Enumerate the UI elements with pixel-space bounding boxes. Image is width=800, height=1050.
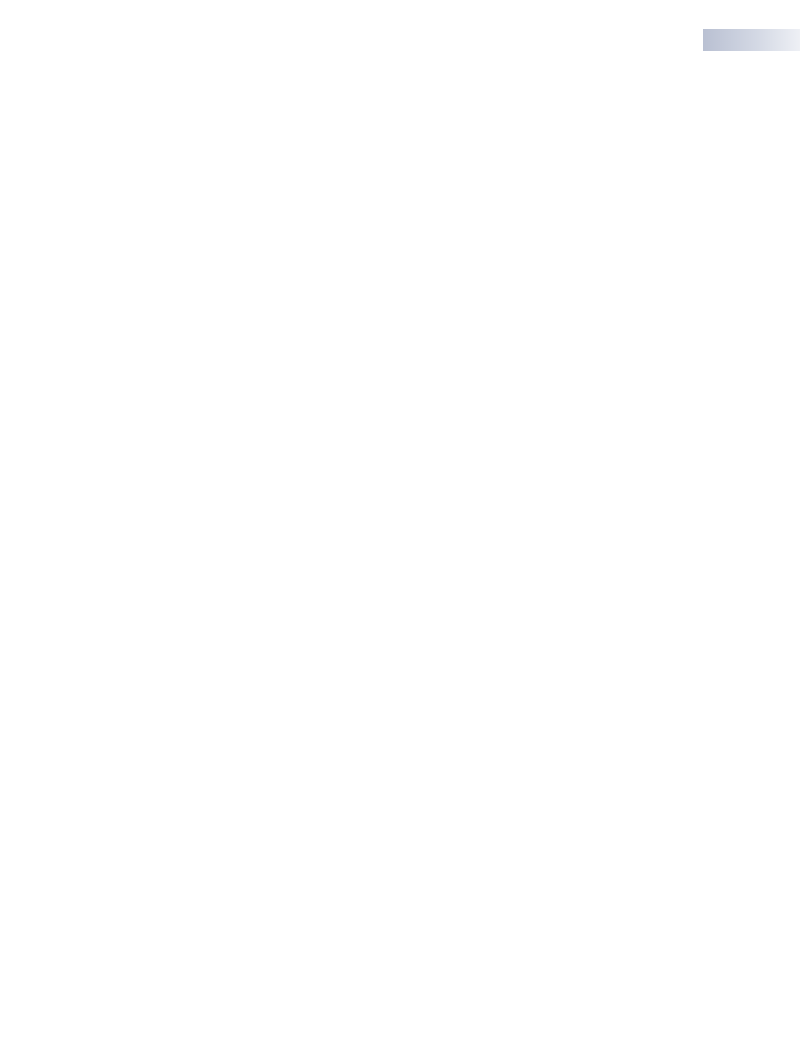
page-number-tab [703, 29, 800, 51]
